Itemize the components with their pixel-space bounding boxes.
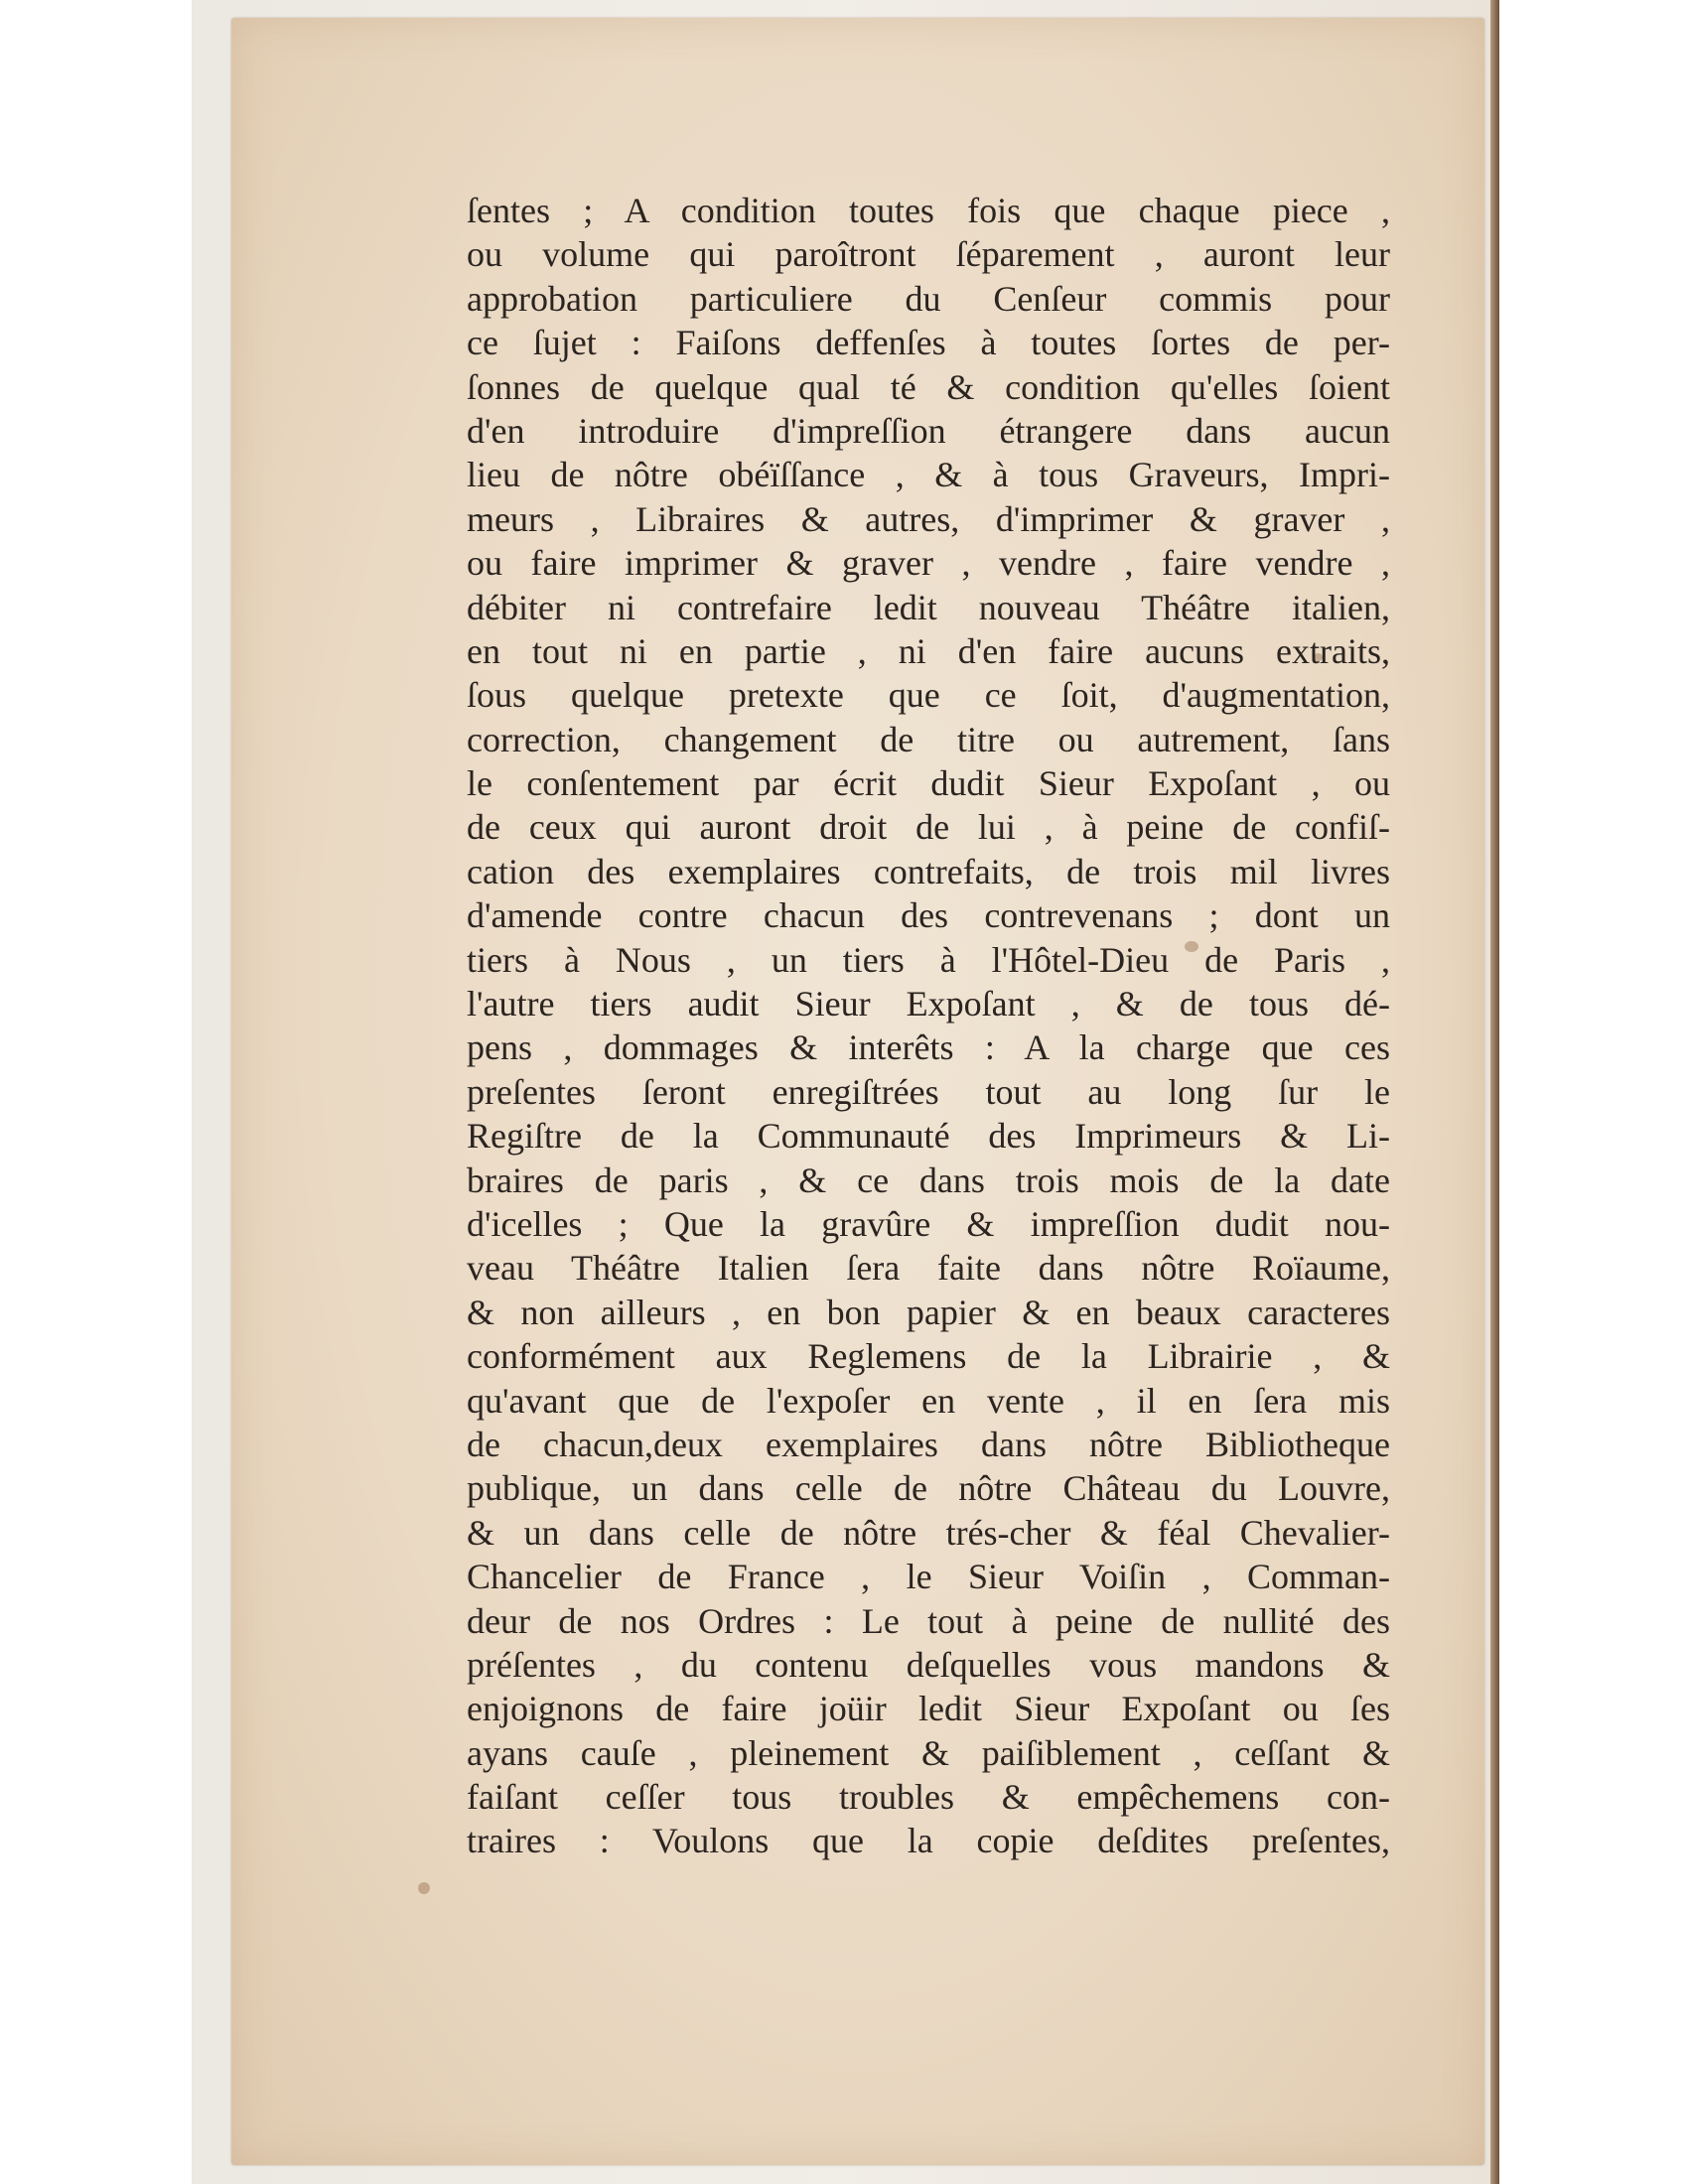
text-line: traires : Voulons que la copie deſdites preſentes, [467,1821,1390,1861]
text-line: en tout ni en partie , ni d'en faire aucuns extraits, [467,630,1390,671]
text-line: Chancelier de France , le Sieur Voiſin , Comman- [467,1557,1390,1597]
text-line: ſous quelque pretexte que ce ſoit, d'augmentation, [467,675,1390,716]
text-line: ſentes ; A condition toutes fois que chaque piece , [467,191,1390,230]
text-line: qu'avant que de l'expoſer en vente , il en ſera mis [467,1380,1390,1421]
text-line: cation des exemplaires contrefaits, de trois mil livres [467,851,1390,891]
text-line: publique, un dans celle de nôtre Château du Louvre, [467,1468,1390,1509]
text-line: faiſant ceſſer tous troubles & empêchemens con- [467,1777,1390,1818]
text-line: & non ailleurs , en bon papier & en beaux caracteres [467,1292,1390,1332]
text-line: enjoignons de faire joüir ledit Sieur Expoſant ou ſes [467,1689,1390,1729]
text-line: deur de nos Ordres : Le tout à peine de nullité des [467,1600,1390,1641]
text-line: meurs , Libraires & autres, d'imprimer & graver , [467,498,1390,539]
text-line: d'en introduire d'impreſſion étrangere dans aucun [467,410,1390,451]
text-line: approbation particuliere du Cenſeur commis pour [467,278,1390,319]
text-line: Regiſtre de la Communauté des Imprimeurs & Li- [467,1116,1390,1157]
text-line: ou volume qui paroîtront ſéparement , auront leur [467,234,1390,275]
text-line: veau Théâtre Italien ſera faite dans nôtre Roïaume, [467,1248,1390,1289]
text-line: le conſentement par écrit dudit Sieur Expoſant , ou [467,763,1390,804]
text-line: tiers à Nous , un tiers à l'Hôtel-Dieu de Paris , [467,939,1390,980]
text-line: ſonnes de quelque qual té & condition qu'elles ſoient [467,366,1390,407]
text-line: préſentes , du contenu deſquelles vous mandons & [467,1644,1390,1685]
paper-stain [418,1882,430,1894]
page-edge [1490,0,1499,2184]
text-line: braires de paris , & ce dans trois mois de la date [467,1160,1390,1200]
text-line: d'icelles ; Que la gravûre & impreſſion dudit nou- [467,1203,1390,1244]
text-line: lieu de nôtre obéïſſance , & à tous Graveurs, Impri- [467,455,1390,495]
text-line: conformément aux Reglemens de la Librairie , & [467,1336,1390,1377]
text-line: & un dans celle de nôtre trés-cher & féal Chevalier- [467,1512,1390,1553]
text-line: de ceux qui auront droit de lui , à peine de confiſ- [467,807,1390,848]
text-line: pens , dommages & interêts : A la charge que ces [467,1027,1390,1068]
text-line: l'autre tiers audit Sieur Expoſant , & de tous dé- [467,984,1390,1024]
text-line: ou faire imprimer & graver , vendre , faire vendre , [467,543,1390,584]
text-line: ayans cauſe , pleinement & paiſiblement , ceſſant & [467,1732,1390,1773]
text-line: d'amende contre chacun des contrevenans ; dont un [467,895,1390,936]
text-line: preſentes ſeront enregiſtrées tout au long ſur le [467,1071,1390,1112]
text-line: ce ſujet : Faiſons deffenſes à toutes ſortes de per- [467,323,1390,363]
text-line: de chacun,deux exemplaires dans nôtre Bibliotheque [467,1424,1390,1464]
page-text [467,189,1390,1863]
text-line: débiter ni contrefaire ledit nouveau Théâtre italien, [467,587,1390,627]
text-line: correction, changement de titre ou autrement, ſans [467,719,1390,759]
